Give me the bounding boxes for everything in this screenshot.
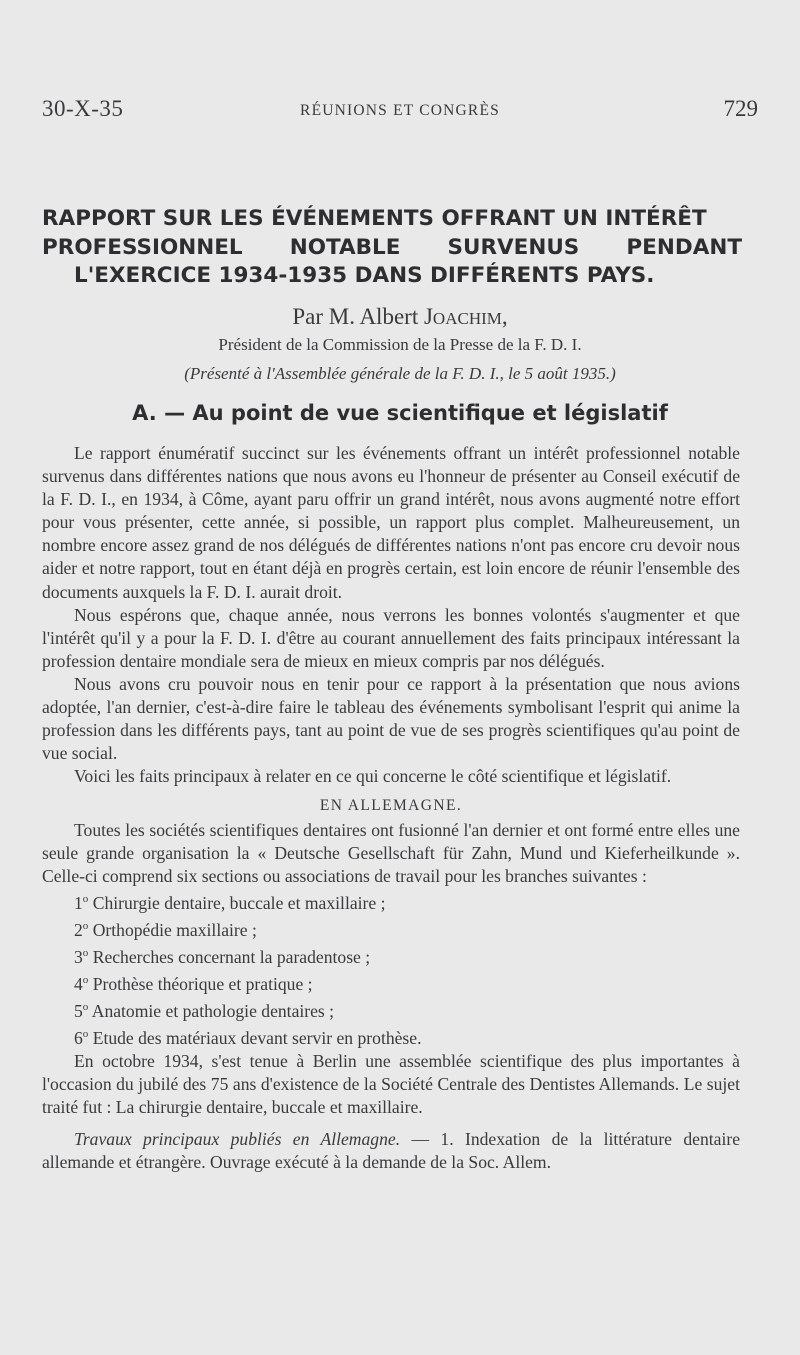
list-item: 5$^o$ Anatomie et pathologie dentaires ; — [74, 1000, 335, 1021]
list-item: 4$^o$ Prothèse théorique et pratique ; — [74, 973, 313, 994]
paragraph-1: Le rapport énumératif succinct sur les événements offrant un intérêt professionnel notable survenus dans différentes nations que nous avons eu l'honneur de présenter au Conseil exécutif de la F. D. I., en 1934, à Côme, ayant paru offrir un grand intérêt, nous avons augmenté notre effort pour vous présenter, cette année, si possible, un rapport plus complet. Malheureusement, un nombre encore assez grand de nos délégués de différentes nations n'ont pas encore cru devoir nous aider et notre rapport, tout en étant déjà en progrès certain, est loin encore de réunir l'ensemble des documents auxquels la F. D. I. aurait droit. — [42, 443, 740, 602]
title-line-2: PROFESSIONNEL NOTABLE SURVENUS PENDANT — [42, 234, 742, 260]
author-role: Président de la Commission de la Presse de la F. D. I. — [218, 335, 582, 354]
list-item: 1$^o$ Chirurgie dentaire, buccale et maxillaire ; — [74, 892, 386, 913]
title-line-3: L'EXERCICE 1934-1935 DANS DIFFÉRENTS PAYS. — [74, 263, 655, 288]
paragraph-3: Nous avons cru pouvoir nous en tenir pour ce rapport à la présentation que nous avions adoptée, l'an dernier, c'est-à-dire faire le tableau des événements symbolisant l'esprit qui anime la profession dans les différents pays, tant au point de vue de ses progrès scientifiques qu'au point de vue social. — [42, 673, 740, 764]
author-byline — [0, 304, 800, 330]
title-line-1: RAPPORT SUR LES ÉVÉNEMENTS OFFRANT UN INTÉRÊT — [42, 206, 707, 231]
paragraph-7 — [42, 1128, 740, 1174]
section-a-heading: A. — Au point de vue scientifique et législatif — [132, 401, 668, 425]
paragraph-2: Nous espérons que, chaque année, nous verrons les bonnes volontés s'augmenter et que l'intérêt qu'il y a pour la F. D. I. d'être au courant annuellement des faits principaux intéressant la profession dentaire mondiale sera de mieux en mieux compris par nos délégués. — [42, 604, 740, 671]
paragraph-6: En octobre 1934, s'est tenue à Berlin une assemblée scientifique des plus importantes à l'occasion du jubilé des 75 ans d'existence de la Société Centrale des Dentistes Allemands. Le sujet traité fut : La chirurgie dentaire, buccale et maxillaire. — [42, 1050, 740, 1117]
paragraph-5: Toutes les sociétés scientifiques dentaires ont fusionné l'an dernier et ont formé entre elles une seule grande organisation la « Deutsche Gesellschaft für Zahn, Mund und Kieferheilkunde ». Celle-ci comprend six sections ou associations de travail pour les branches suivantes : — [42, 819, 740, 886]
germany-heading: EN ALLEMAGNE. — [319, 797, 463, 815]
running-head — [42, 96, 758, 126]
list-item: 3$^o$ Recherches concernant la paradentose ; — [74, 946, 371, 967]
journal-section: RÉUNIONS ET CONGRÈS — [300, 102, 500, 119]
byline-prefix: Par M. Albert — [292, 304, 424, 329]
article-title — [42, 205, 742, 291]
works-heading: Travaux principaux publiés en Allemagne. — [74, 1128, 401, 1149]
byline-suffix: , — [501, 304, 508, 329]
sections-list — [42, 888, 740, 1050]
list-item: 6$^o$ Etude des matériaux devant servir en prothèse. — [74, 1027, 422, 1048]
works-text: — 1. Indexation de la littérature dentaire allemande et étrangère. Ouvrage exécuté à la demande de la Soc. Allem. — [42, 1128, 741, 1172]
article-body — [42, 442, 740, 1174]
page-number: 729 — [723, 96, 758, 121]
issue-date: 30-X-35 — [42, 96, 124, 121]
author-name-rest: OACHIM — [432, 309, 502, 328]
paragraph-4: Voici les faits principaux à relater en ce qui concerne le côté scientifique et législatif. — [74, 766, 672, 787]
list-item: 2$^o$ Orthopédie maxillaire ; — [74, 919, 257, 940]
presentation-note: (Présenté à l'Assemblée générale de la F. D. I., le 5 août 1935.) — [184, 364, 616, 383]
author-name-initial: J — [423, 304, 433, 329]
